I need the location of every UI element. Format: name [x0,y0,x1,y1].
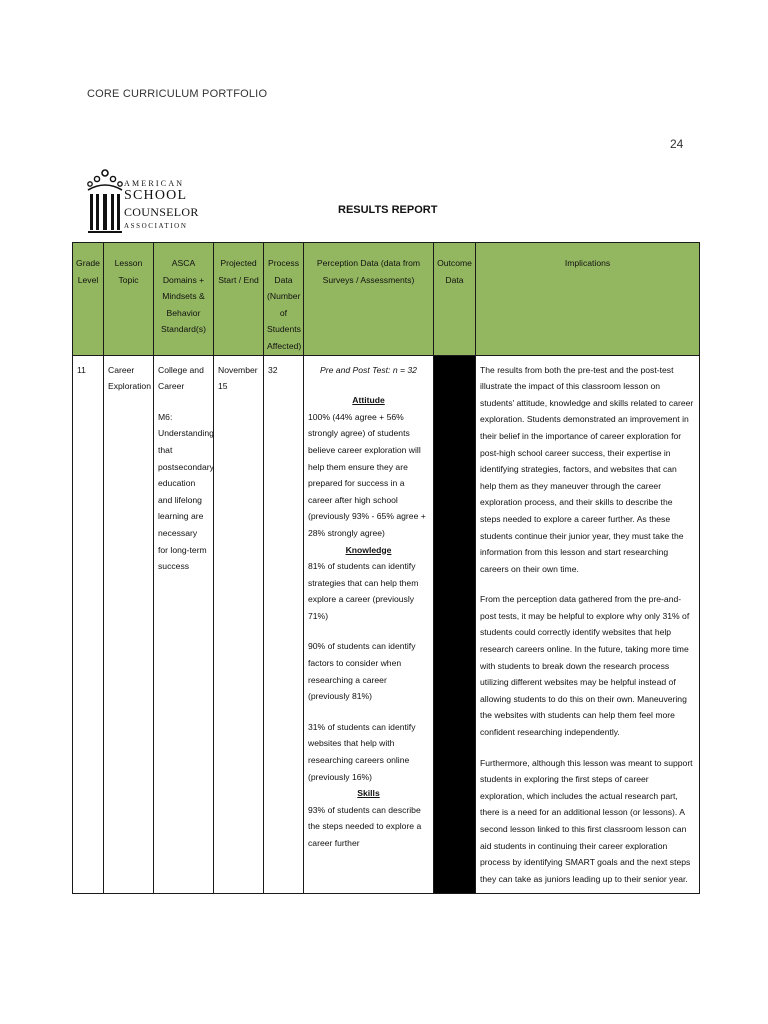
cell-asca [154,355,214,894]
asca-domain: College and Career [158,364,204,392]
report-title: RESULTS REPORT [338,204,438,216]
knowledge-item-3: 31% of students can identify websites that help with researching careers online (previously 16%) [308,721,416,782]
knowledge-heading: Knowledge [345,544,392,555]
col-header-perception: Perception Data (data from Surveys / Assessments) [304,243,434,356]
cell-lesson: Career Exploration [104,355,154,894]
logo-text-line3: COUNSELOR [124,205,199,219]
cell-outcome [434,355,476,894]
knowledge-item-1: 81% of students can identify strategies that can help them explore a career (previously 71%) [308,561,419,621]
implications-paragraph-3: Furthermore, although this lesson was meant to support students in exploring the first steps of career exploration, which includes the actual research part, there is a need for an additional lesson (or lessons). A second lesson linked to this first classroom lesson can aid students in continuing their career exploration process by identifying SMART goals and the next steps they can take as juniors leading up to their senior year. [480,757,693,884]
cell-projected: November 15 [214,355,264,894]
skills-item-1: 93% of students can describe the steps needed to explore a career further [308,804,422,848]
asca-logo-icon [86,168,124,238]
logo-text-line2: SCHOOL [124,188,188,203]
col-header-projected: Projected Start / End [214,243,264,356]
attitude-text: 100% (44% agree + 56% strongly agree) of students believe career exploration will help them ensure they are prepared for success in a career after high school (previously 93% - 65% agree + 28% strongly agree) [308,411,426,538]
implications-paragraph-1: The results from both the pre-test and the post-test illustrate the impact of this classroom lesson on students' attitude, knowledge and skills related to career exploration. Students demonstrated an improvement in their belief in the importance of career exploration for post-high school career success, their expertise in identifying strategies, factors, and websites that can help them as they maneuver through the career exploration process, and their skills to describe the steps needed to explore a career further. As these students continue their junior year, they must take the information from this lesson and start researching careers on their own time. [480,364,694,574]
col-header-lesson: Lesson Topic [104,243,154,356]
col-header-implications: Implications [476,243,700,356]
knowledge-item-2: 90% of students can identify factors to consider when researching a career (previously 81%) [308,641,416,702]
cell-process: 32 [264,355,304,894]
asca-standard: M6: Understanding that postsecondary education and lifelong learning are necessary for long-term success [158,411,214,572]
table-row [73,355,700,894]
perception-intro: Pre and Post Test: n = 32 [320,364,417,375]
implications-paragraph-2: From the perception data gathered from the pre-and-post tests, it may be helpful to explore why only 31% of students could correctly identify websites that help research careers online. In the future, taking more time with students to break down the research process utilizing different websites may be helpful instead of allowing students to do this on their own. Maneuvering the websites with students can help them feel more confident researching independently. [480,594,690,738]
skills-heading: Skills [357,788,380,799]
portfolio-header: CORE CURRICULUM PORTFOLIO [87,88,268,100]
results-table [72,242,700,894]
col-header-process: Process Data (Number of Students Affected) [264,243,304,356]
attitude-heading: Attitude [352,395,385,406]
cell-perception [304,355,434,894]
col-header-grade: Grade Level [73,243,104,356]
cell-grade: 11 [73,355,104,894]
logo-text-line4: ASSOCIATION [124,222,188,230]
logo-text-line1: AMERICAN [124,179,185,188]
cell-implications [476,355,700,894]
col-header-asca: ASCA Domains + Mindsets & Behavior Standard(s) [154,243,214,356]
asca-logo [86,168,199,238]
table-header-row [73,243,700,356]
col-header-outcome: Outcome Data [434,243,476,356]
page-number: 24 [670,137,684,151]
